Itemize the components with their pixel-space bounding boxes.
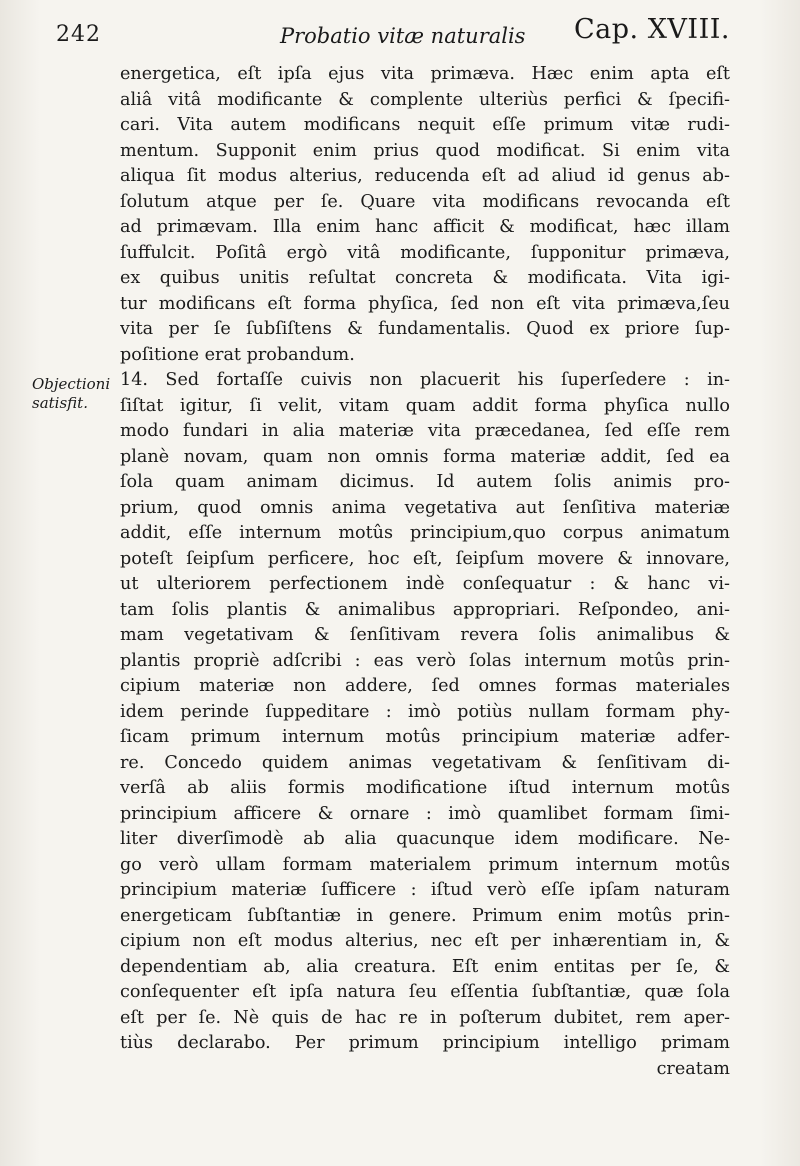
text-line: principium afficere & ornare : imò quamlibet formam ſimi- — [120, 803, 730, 824]
text-line: vita per ſe ſubſiſtens & fundamentalis. Quod ex priore ſup- — [120, 319, 730, 339]
text-line: ut ulteriorem perfectionem indè conſequatur : & hanc vi- — [120, 574, 730, 594]
margin-note-line: satisfit. — [32, 394, 88, 412]
text-line: aliâ vitâ modificante & complente ulteriùs perfici & ſpecifi- — [120, 89, 730, 110]
text-line: tam ſolis plantis & animalibus appropriari. Reſpondeo, ani- — [120, 599, 730, 620]
text-line: eſt per ſe. Nè quis de hac re in poſterum dubitet, rem aper- — [120, 1007, 730, 1028]
text-line: cari. Vita autem modificans nequit eſſe primum vitæ rudi- — [120, 115, 730, 135]
text-line: idem perinde ſuppeditare : imò potiùs nullam formam phy- — [120, 701, 730, 722]
text-line: conſequenter eſt ipſa natura ſeu eſſentia ſubſtantiæ, quæ ſola — [120, 982, 730, 1002]
text-line: mentum. Supponit enim prius quod modificat. Si enim vita — [120, 140, 730, 161]
text-line: tiùs declarabo. Per primum principium intelligo primam — [120, 1033, 730, 1053]
margin-note-line: Objectioni — [32, 375, 111, 393]
text-line: addit, eſſe internum motûs principium,quo corpus animatum — [120, 523, 730, 543]
text-line: ſicam primum internum motûs principium materiæ adfer- — [120, 727, 730, 747]
text-line: 14. Sed fortaſſe cuivis non placuerit his ſuperſedere : in- — [120, 370, 730, 390]
text-line: re. Concedo quidem animas vegetativam & ſenſitivam di- — [120, 752, 730, 773]
text-line: prium, quod omnis anima vegetativa aut ſenſitiva materiæ — [120, 497, 730, 518]
text-line: ſuffulcit. Poſitâ ergò vitâ modificante, ſupponitur primæva, — [120, 242, 730, 263]
text-line: ſola quam animam dicimus. Id autem ſolis animis pro- — [120, 472, 730, 492]
text-line: poſitione erat probandum. — [120, 344, 355, 365]
text-line: verſâ ab aliis formis modificatione iſtud internum motûs — [120, 778, 730, 798]
text-line: dependentiam ab, alia creatura. Eſt enim entitas per ſe, & — [120, 956, 730, 977]
text-line: ad primævam. Illa enim hanc afficit & modificat, hæc illam — [120, 217, 730, 237]
text-line: ſiſtat igitur, ſi velit, vitam quam addit forma phyſica nullo — [120, 395, 730, 416]
text-line: energetica, eſt ipſa ejus vita primæva. Hæc enim apta eſt — [120, 64, 730, 84]
text-line: poteſt ſeipſum perficere, hoc eſt, ſeipſum movere & innovare, — [120, 548, 730, 569]
text-line: tur modificans eſt forma phyſica, ſed non eſt vita primæva,ſeu — [120, 293, 730, 314]
text-line: mam vegetativam & ſenſitivam revera ſolis animalibus & — [120, 625, 730, 645]
text-line: energeticam ſubſtantiæ in genere. Primum enim motûs prin- — [120, 905, 730, 926]
body-text — [120, 62, 730, 1082]
text-line: go verò ullam formam materialem primum internum motûs — [120, 854, 730, 875]
chapter-label: Cap. XVIII. — [573, 14, 730, 45]
running-title: Probatio vitæ naturalis — [280, 24, 526, 48]
text-line: liter diverſimodè ab alia quacunque idem modificare. Ne- — [120, 829, 730, 849]
text-line: ſolutum atque per ſe. Quare vita modificans revocanda eſt — [120, 191, 730, 212]
text-line: cipium non eſt modus alterius, nec eſt per inhærentiam in, & — [120, 931, 730, 951]
text-line: aliqua ſit modus alterius, reducenda eſt ad aliud id genus ab- — [120, 166, 730, 186]
text-line: planè novam, quam non omnis forma materiæ addit, ſed ea — [120, 446, 730, 467]
text-line: ex quibus unitis reſultat concreta & modificata. Vita igi- — [120, 268, 730, 288]
page-header — [50, 14, 740, 58]
text-line: principium materiæ ſufficere : iſtud verò eſſe ipſam naturam — [120, 880, 730, 900]
page-number: 242 — [56, 22, 101, 47]
text-line: modo fundari in alia materiæ vita præcedanea, ſed eſſe rem — [120, 421, 730, 441]
text-line: plantis propriè adſcribi : eas verò ſolas internum motûs prin- — [120, 650, 730, 671]
text-line: creatam — [656, 1058, 730, 1079]
margin-note — [32, 375, 112, 413]
text-line: cipium materiæ non addere, ſed omnes formas materiales — [120, 676, 730, 696]
